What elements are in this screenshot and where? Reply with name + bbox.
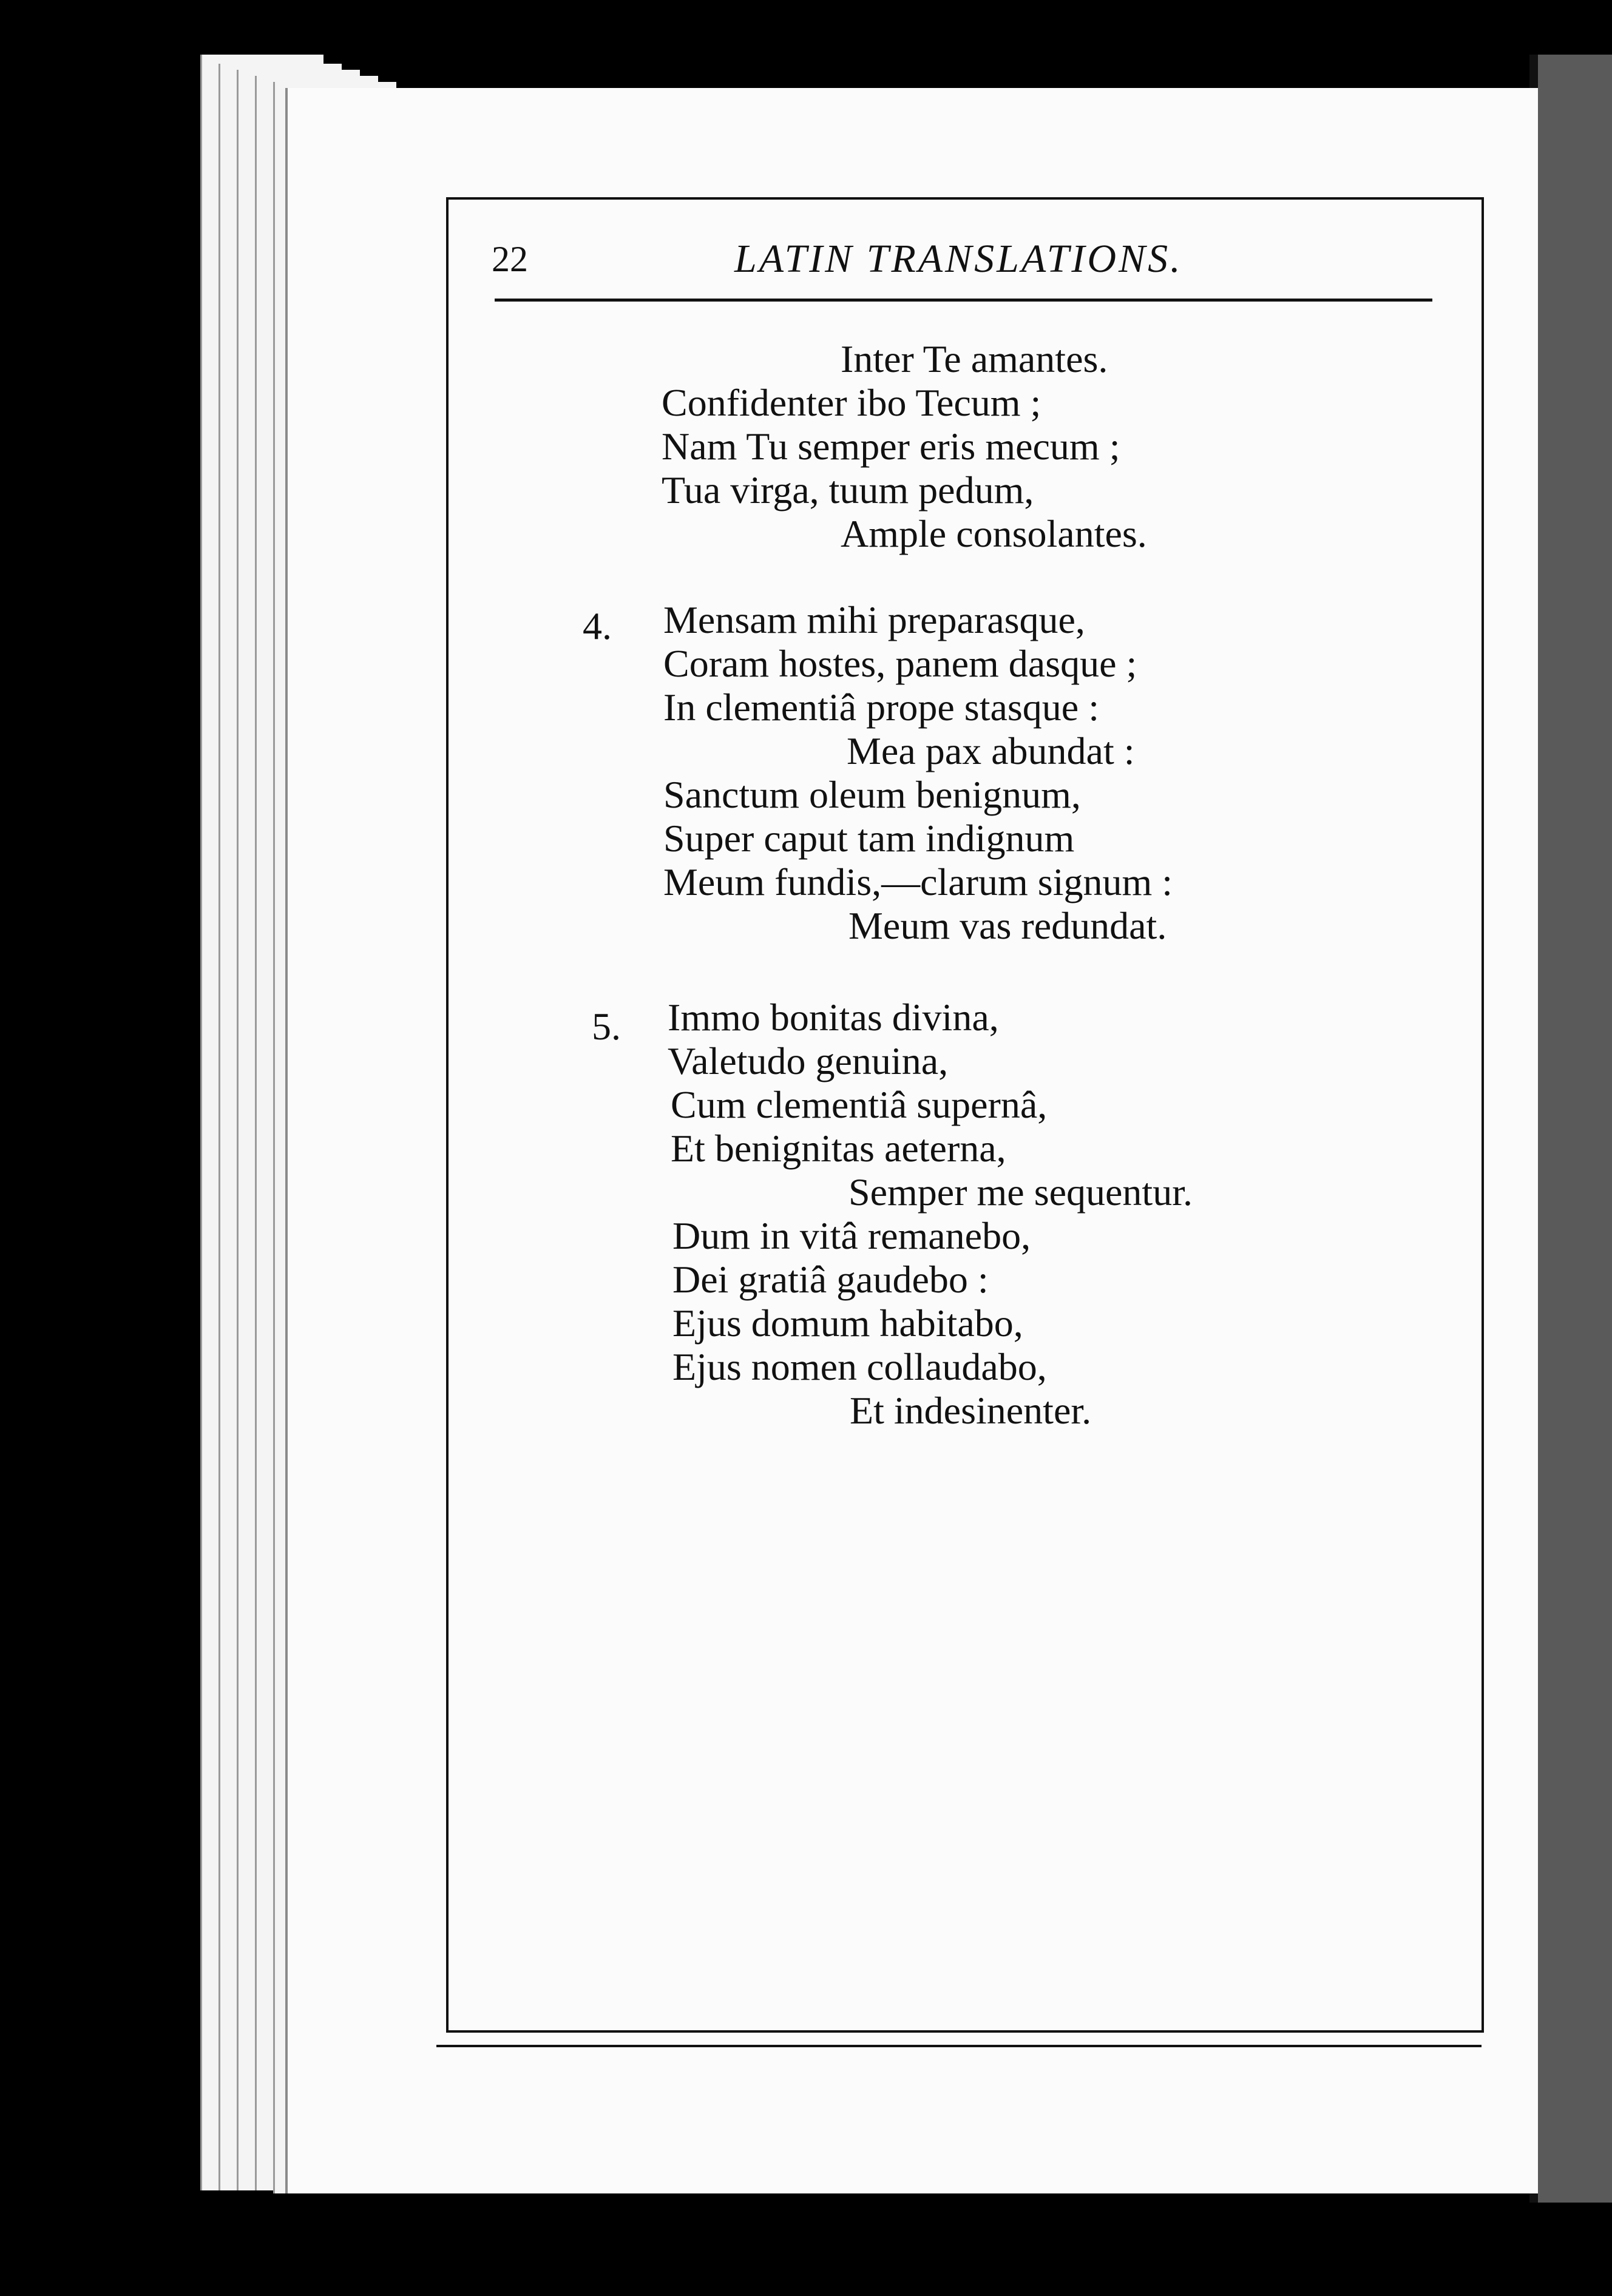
poem-line: Meum fundis,—clarum signum :: [663, 860, 1173, 903]
poem-line: Mea pax abundat :: [847, 729, 1135, 772]
poem-line: Confidenter ibo Tecum ;: [662, 381, 1041, 424]
poem-line: Super caput tam indignum: [663, 817, 1075, 860]
poem-line: Nam Tu semper eris mecum ;: [662, 425, 1120, 468]
adjacent-page: [1529, 55, 1612, 2203]
poem-line: Sanctum oleum benignum,: [663, 773, 1081, 816]
poem-line: Et indesinenter.: [850, 1389, 1092, 1432]
poem-line: Ejus domum habitabo,: [672, 1302, 1023, 1345]
poem-line: Dei gratiâ gaudebo :: [672, 1258, 989, 1301]
poem-line: Ample consolantes.: [841, 512, 1147, 555]
poem-line: Immo bonitas divina,: [668, 996, 999, 1039]
poem-line: Cum clementiâ supernâ,: [671, 1083, 1048, 1126]
poem-line: Dum in vitâ remanebo,: [672, 1214, 1031, 1257]
poem-line: Et benignitas aeterna,: [671, 1127, 1006, 1170]
poem-line: Valetudo genuina,: [668, 1039, 949, 1082]
stanza-number: 5.: [592, 1005, 621, 1048]
poem-line: Semper me sequentur.: [848, 1170, 1193, 1214]
running-title: LATIN TRANSLATIONS.: [734, 237, 1183, 281]
stanza-number: 4.: [583, 604, 612, 647]
poem-line: Inter Te amantes.: [841, 337, 1108, 380]
poem-line: Tua virga, tuum pedum,: [662, 468, 1034, 512]
poem-line: In clementiâ prope stasque :: [663, 686, 1099, 729]
page-header: [492, 228, 1438, 294]
page-number: 22: [492, 239, 528, 279]
header-rule: [495, 299, 1432, 302]
poem-line: Coram hostes, panem dasque ;: [663, 642, 1137, 685]
poem-line: Meum vas redundat.: [848, 904, 1167, 947]
poem-line: Mensam mihi preparasque,: [663, 598, 1085, 641]
poem-line: Ejus nomen collaudabo,: [672, 1345, 1047, 1388]
